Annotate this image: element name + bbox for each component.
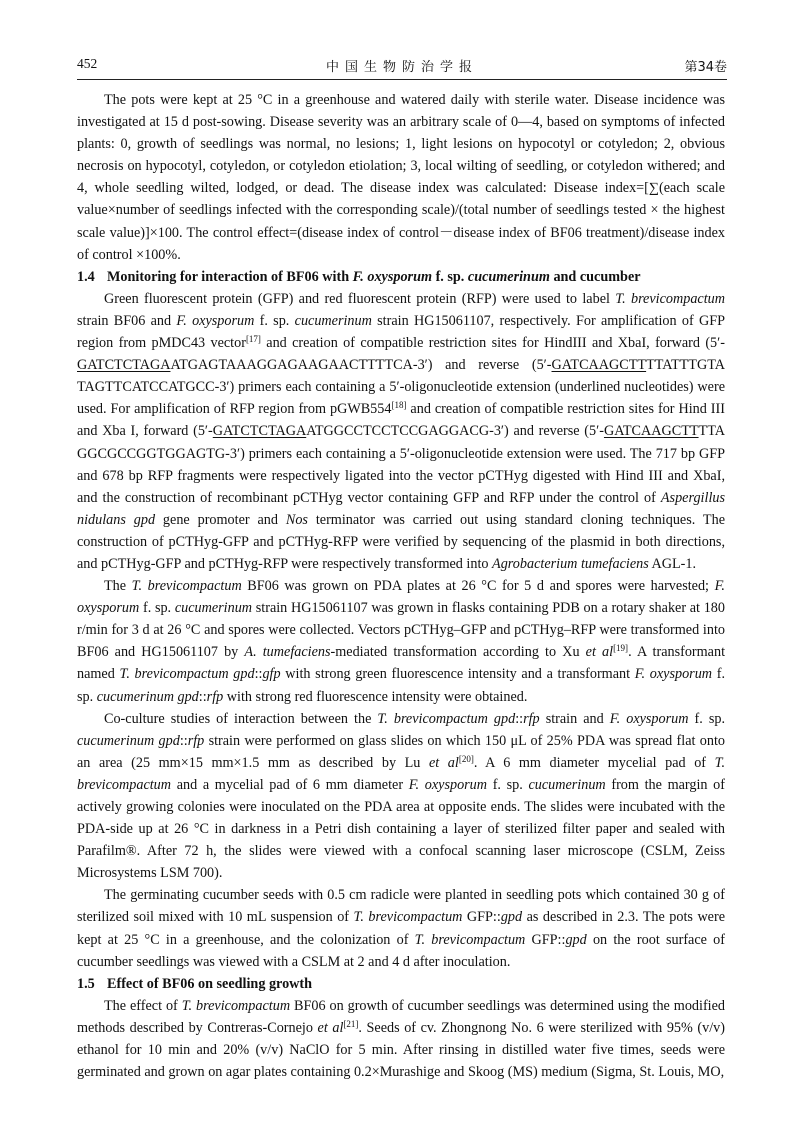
- underlined-nucleotides: GATCAAGCTT: [551, 357, 647, 374]
- paragraph-transformation: The T. brevicompactum BF06 was grown on PDA plates at 26 °C for 5 d and spores were harvested; F. oxysporum f. sp. cucumerinum strain HG15061107 was grown in flasks containing PDB on a rotary shaker at 180 r/min for 3 d at 26 °C and spores were collected. Vectors pCTHyg–GFP and pCTHyg–RFP were transformed into BF06 and HG15061107 by A. tumefaciens-mediated transformation according to Xu et al[19]. A transformant named T. brevicompactum gpd::gfp with strong green fluorescence intensity and a transformant F. oxysporum f. sp. cucumerinum gpd::rfp with strong red fluorescence intensity were obtained.: [77, 578, 726, 705]
- section-heading-1-4: 1.4 Monitoring for interaction of BF06 with F. oxysporum f. sp. cucumerinum and cucumber: [77, 268, 641, 285]
- paragraph-root-colonization: The germinating cucumber seeds with 0.5 cm radicle were planted in seedling pots which contained 30 g of sterilized soil mixed with 10 mL suspension of T. brevicompactum GFP::gpd as described in 2.3. The pots were kept at 25 °C in a greenhouse, and the colonization of T. brevicompactum GFP::gpd on the root surface of cucumber seedlings was viewed with a CSLM at 2 and 4 d after inoculation.: [77, 887, 726, 970]
- page-number: 452: [77, 56, 98, 71]
- journal-title: 中国生物防治学报: [325, 60, 478, 75]
- underlined-nucleotides: GATCTCTAGA: [212, 423, 307, 440]
- citation: [20]: [458, 753, 474, 764]
- paragraph-disease-index: The pots were kept at 25 °C in a greenhouse and watered daily with sterile water. Disease incidence was investigated at 15 d post-sowing. Disease severity was an arbitrary scale of 0—4, based on symptoms of infected plants: 0, growth of seedlings was normal, no lesions; 1, light lesions on hypocotyl or cotyledon; 2, obvious necrosis on hypocotyl, cotyledon, or cotyledon etiolation; 3, local wilting of seedling, or cotyledon withered; and 4, whole seedling wilted, lodged, or dead. The disease index was calculated: Disease index=[∑(each scale value×number of seedlings infected with the corresponding scale)/(total number of seedlings tested × the highest scale value)]×100. The control effect=(disease index of control－disease index of BF06 treatment)/disease index of control ×100%.: [77, 92, 725, 263]
- citation: [21]: [343, 1018, 359, 1029]
- article-body: [77, 89, 725, 1083]
- paragraph-co-culture: Co-culture studies of interaction between the T. brevicompactum gpd::rfp strain and F. oxysporum f. sp. cucumerinum gpd::rfp strain were performed on glass slides on which 150 μL of 25% PDA was spread flat onto an area (25 mm×15 mm×1.5 mm as described by Lu et al[20]. A 6 mm diameter mycelial pad of T. brevicompactum and a mycelial pad of 6 mm diameter F. oxysporum f. sp. cucumerinum from the margin of actively growing colonies were inoculated on the PDA area at opposite ends. The slides were incubated with the PDA-side up at 26 °C in darkness in a Petri dish containing a layer of sterilized filter paper and sealed with Parafilm®. After 72 h, the slides were viewed with a confocal scanning laser microscope (CSLM, Zeiss Microsystems LSM 700).: [77, 710, 726, 882]
- volume-label: 第34卷: [684, 60, 727, 75]
- citation: [18]: [391, 400, 407, 411]
- section-heading-1-5: 1.5 Effect of BF06 on seedling growth: [77, 975, 313, 992]
- citation: [17]: [245, 334, 261, 345]
- citation: [19]: [613, 643, 629, 654]
- running-header: [77, 56, 727, 76]
- underlined-nucleotides: GATCAAGCTT: [603, 423, 699, 440]
- header-rule: [77, 79, 727, 80]
- underlined-nucleotides: GATCTCTAGA: [77, 357, 171, 374]
- paragraph-seedling-growth: The effect of T. brevicompactum BF06 on growth of cucumber seedlings was determined using the modified methods described by Contreras-Cornejo et al[21]. Seeds of cv. Zhongnong No. 6 were sterilized with 95% (v/v) ethanol for 10 min and 20% (v/v) NaClO for 5 min. After rinsing in distilled water five times, seeds were germinated and grown on agar plates containing 0.2×Murashige and Skoog (MS) medium (Sigma, St. Louis, MO,: [77, 997, 726, 1081]
- paragraph-gfp-rfp-labeling: Green fluorescent protein (GFP) and red fluorescent protein (RFP) were used to label T. brevicompactum strain BF06 and F. oxysporum f. sp. cucumerinum strain HG15061107, respectively. For amplification of GFP region from pMDC43 vector[17] and creation of compatible restriction sites for HindIII and XbaI, forward (5′-GATCTCTAGAATGAGTAAAGGAGAAGAACTTTTCA-3′) and reverse (5′-GATCAAGCTTTTATTTGTA TAGTTCATCCATGCC-3′) primers each containing a 5′-oligonucleotide extension (underlined nucleotides) were used. For amplification of RFP region from pGWB554[18] and creation of compatible restriction sites for Hind III and Xba I, forward (5′-GATCTCTAGAATGGCCTCCTCCGAGGACG-3′) and reverse (5′-GATCAAGCTTTTA GGCGCCGGTGGAGTG-3′) primers each containing a 5′-oligonucleotide extension were used. The 717 bp GFP and 678 bp RFP fragments were respectively ligated into the vector pCTHyg digested with Hind III and XbaI, and the construction of recombinant pCTHyg vector containing GFP and RFP under the control of Aspergillus nidulans gpd gene promoter and Nos terminator was carried out using standard cloning techniques. The construction of pCTHyg-GFP and pCTHyg-RFP were verified by sequencing of the plasmid in both directions, and pCTHyg-GFP and pCTHyg-RFP were respectively transformed into Agrobacterium tumefaciens AGL-1.: [77, 290, 726, 572]
